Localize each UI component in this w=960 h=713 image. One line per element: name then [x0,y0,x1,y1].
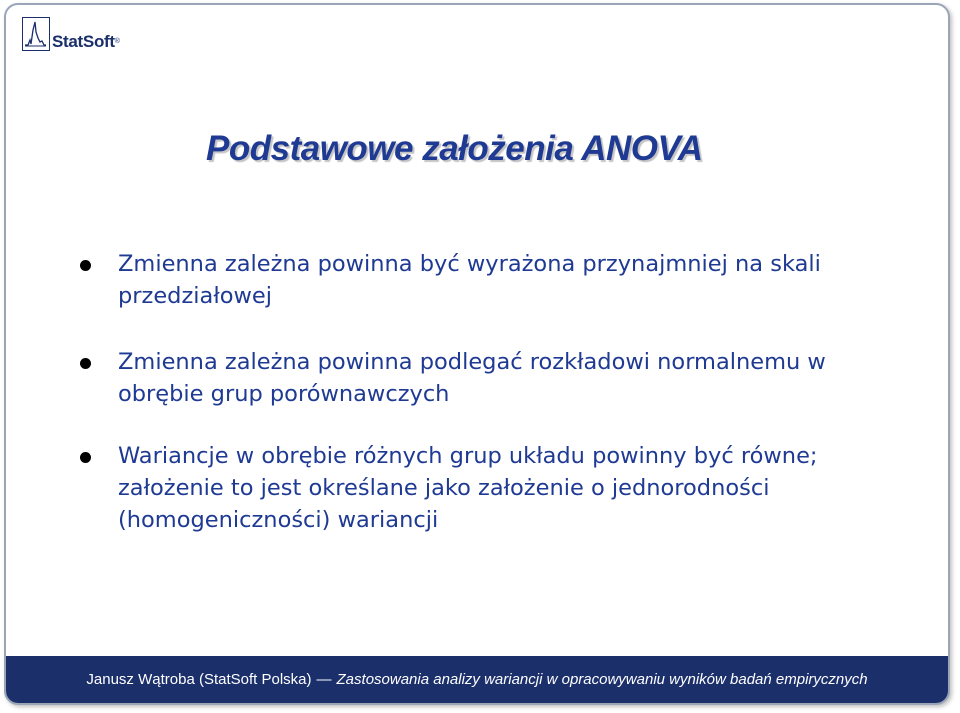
logo-mark: ® [114,38,120,45]
bullet-item [80,248,900,312]
slide-title: Podstawowe założenia ANOVA [206,129,703,168]
chart-curve-icon [22,17,50,51]
bullet-text: Wariancje w obrębie różnych grup układu powinny być równe; założenie to jest określane jako założenie o jednorodności (homogeniczności) wariancji [118,443,818,533]
bullet-item [80,440,900,536]
footer-separator: — [316,671,332,688]
logo-name: StatSoft [52,32,115,51]
bullet-dot-icon [80,260,91,271]
bullet-dot-icon [80,452,91,463]
statsoft-logo [22,17,120,51]
bullet-text: Zmienna zależna powinna podlegać rozkładowi normalnemu w obrębie grup porównawczych [118,349,826,407]
bullet-item [80,346,900,410]
footer-bar [6,656,948,703]
bullet-list [80,248,900,570]
footer-author: Janusz Wątroba (StatSoft Polska) [86,671,312,688]
slide [4,3,950,705]
bullet-text: Zmienna zależna powinna być wyrażona przynajmniej na skali przedziałowej [118,251,821,309]
bullet-dot-icon [80,358,91,369]
footer-subtitle: Zastosowania analizy wariancji w opracowywaniu wyników badań empirycznych [336,671,868,688]
